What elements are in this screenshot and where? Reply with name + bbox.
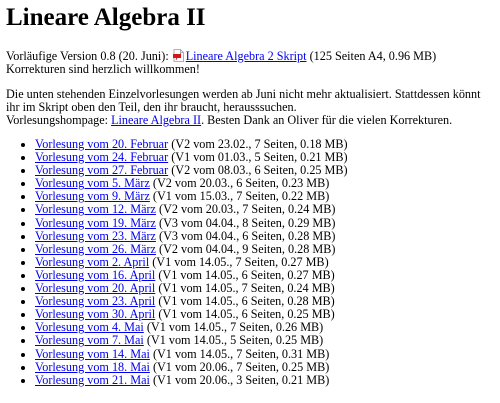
homepage-suffix: . Besten Dank an Oliver für die vielen Korrekturen. <box>201 113 453 127</box>
lecture-info: (V2 vom 04.04., 9 Seiten, 0.28 MB) <box>159 241 336 256</box>
lecture-info: (V1 vom 14.05., 6 Seiten, 0.28 MB) <box>158 294 335 309</box>
page-title: Lineare Algebra II <box>6 4 206 31</box>
script-pdf-link[interactable]: Lineare Algebra 2 Skript <box>185 49 307 63</box>
lecture-info: (V1 vom 20.06., 7 Seiten, 0.25 MB) <box>152 359 330 374</box>
lecture-link[interactable]: Vorlesung vom 26. März <box>35 241 156 256</box>
lecture-list <box>6 138 494 387</box>
lecture-link[interactable]: Vorlesung vom 2. April <box>35 254 150 269</box>
lecture-info: (V1 vom 14.05., 7 Seiten, 0.26 MB) <box>146 320 324 335</box>
lecture-link[interactable]: Vorlesung vom 18. Mai <box>35 359 150 374</box>
corrections-text: Korrekturen sind herzlich willkommen! <box>6 62 200 76</box>
lecture-info: (V2 vom 23.02., 7 Seiten, 0.18 MB) <box>171 137 348 151</box>
homepage-prefix: Vorlesungshompage: <box>6 113 109 127</box>
homepage-link[interactable]: Lineare Algebra II <box>111 113 202 127</box>
lecture-link[interactable]: Vorlesung vom 5. März <box>35 176 150 191</box>
lecture-link[interactable]: Vorlesung vom 19. März <box>35 215 156 230</box>
lecture-link[interactable]: Vorlesung vom 23. März <box>35 228 156 243</box>
version-text: Vorläufige Version 0.8 (20. Juni): <box>6 49 169 63</box>
lecture-info: (V1 vom 14.05., 5 Seiten, 0.25 MB) <box>146 333 324 348</box>
lecture-item <box>35 374 494 387</box>
script-info: (125 Seiten A4, 0.96 MB) <box>309 49 437 63</box>
notice-paragraph <box>6 88 494 127</box>
lecture-info: (V2 vom 08.03., 6 Seiten, 0.25 MB) <box>171 163 348 178</box>
lecture-link[interactable]: Vorlesung vom 4. Mai <box>35 320 144 335</box>
lecture-info: (V1 vom 14.05., 6 Seiten, 0.25 MB) <box>158 307 335 322</box>
intro-paragraph <box>6 49 494 76</box>
lecture-info: (V1 vom 20.06., 3 Seiten, 0.21 MB) <box>152 372 330 387</box>
pdf-icon <box>173 49 184 62</box>
lecture-link[interactable]: Vorlesung vom 7. Mai <box>35 333 144 348</box>
lecture-link[interactable]: Vorlesung vom 16. April <box>35 267 156 282</box>
lecture-link[interactable]: Vorlesung vom 21. Mai <box>35 372 150 387</box>
lecture-link[interactable]: Vorlesung vom 23. April <box>35 294 156 309</box>
lecture-link[interactable]: Vorlesung vom 24. Februar <box>35 150 169 165</box>
lecture-link[interactable]: Vorlesung vom 20. Februar <box>35 137 169 151</box>
lecture-info: (V1 vom 14.05., 7 Seiten, 0.31 MB) <box>152 346 330 361</box>
lecture-link[interactable]: Vorlesung vom 27. Februar <box>35 163 169 178</box>
lecture-info: (V3 vom 04.04., 8 Seiten, 0.29 MB) <box>159 215 336 230</box>
lecture-info: (V2 vom 20.03., 6 Seiten, 0.23 MB) <box>152 176 330 191</box>
lecture-link[interactable]: Vorlesung vom 14. Mai <box>35 346 150 361</box>
lecture-info: (V1 vom 01.03., 5 Seiten, 0.21 MB) <box>171 150 348 165</box>
lecture-link[interactable]: Vorlesung vom 12. März <box>35 202 156 217</box>
lecture-info: (V1 vom 14.05., 7 Seiten, 0.24 MB) <box>158 281 335 296</box>
lecture-link[interactable]: Vorlesung vom 9. März <box>35 189 150 204</box>
lecture-info: (V3 vom 04.04., 6 Seiten, 0.28 MB) <box>159 228 336 243</box>
lecture-info: (V1 vom 14.05., 7 Seiten, 0.27 MB) <box>152 254 329 269</box>
notice-text: Die unten stehenden Einzelvorlesungen werden ab Juni nicht mehr aktualisiert. Stattdessen könnt ihr im Skript oben den Teil, den ihr braucht, herausssuchen. <box>6 87 481 114</box>
lecture-link[interactable]: Vorlesung vom 30. April <box>35 307 156 322</box>
lecture-info: (V1 vom 14.05., 6 Seiten, 0.27 MB) <box>158 267 335 282</box>
lecture-info: (V1 vom 15.03., 7 Seiten, 0.22 MB) <box>152 189 330 204</box>
lecture-info: (V2 vom 20.03., 7 Seiten, 0.24 MB) <box>159 202 336 217</box>
lecture-link[interactable]: Vorlesung vom 20. April <box>35 281 156 296</box>
